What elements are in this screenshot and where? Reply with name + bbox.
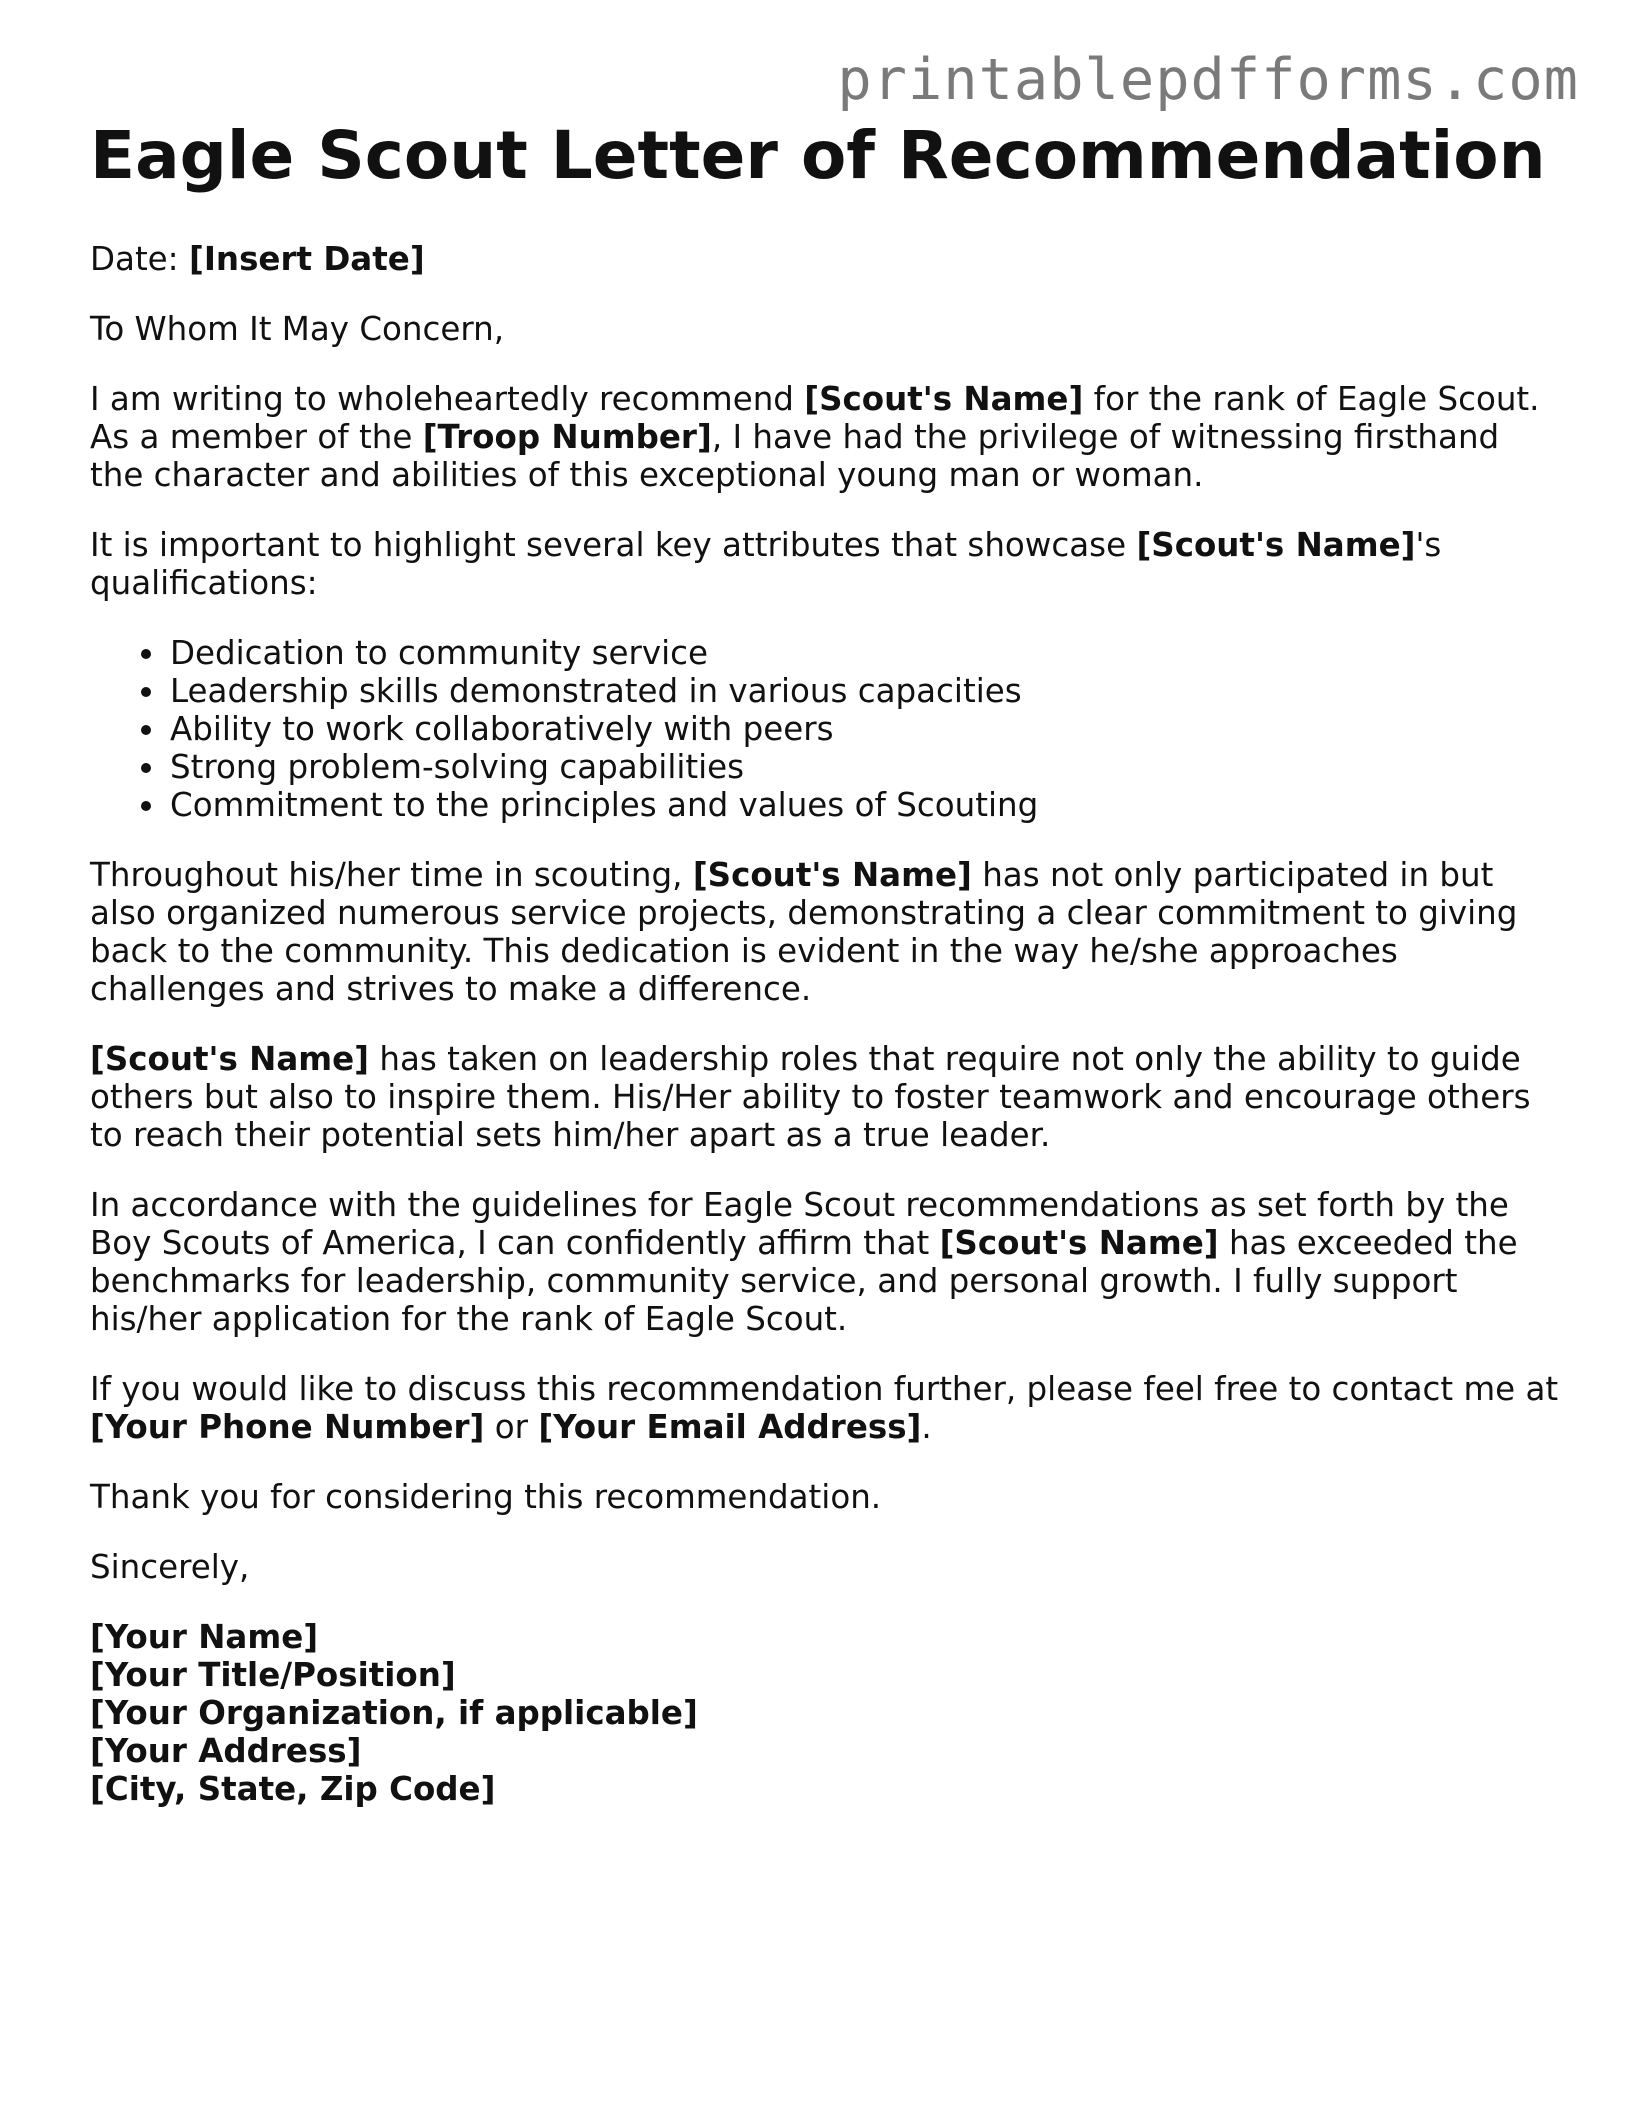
phone-placeholder: [Your Phone Number] bbox=[90, 1408, 485, 1446]
salutation: To Whom It May Concern, bbox=[90, 310, 505, 348]
affirmation-paragraph: In accordance with the guidelines for Eagle Scout recommendations as set forth by the Boy Scouts of America, I can confidently affirm that [Scout's Name] has exceeded the benchmarks for leadership, community service, and personal growth. I fully support his/her application for the rank of Eagle Scout. bbox=[90, 1186, 1518, 1338]
page-title: Eagle Scout Letter of Recommendation bbox=[90, 117, 1546, 194]
date-line bbox=[90, 240, 1560, 278]
troop-number-placeholder: [Troop Number] bbox=[422, 418, 712, 456]
scout-name-placeholder: [Scout's Name] bbox=[1136, 526, 1416, 564]
signature-organization: [Your Organization, if applicable] bbox=[90, 1694, 698, 1732]
signature-city-state-zip: [City, State, Zip Code] bbox=[90, 1770, 496, 1808]
contact-paragraph: If you would like to discuss this recommendation further, please feel free to contact me at [Your Phone Number] or [Your Email Address]. bbox=[90, 1370, 1559, 1446]
list-item: • Leadership skills demonstrated in various capacities bbox=[168, 672, 1560, 710]
scout-name-placeholder: [Scout's Name] bbox=[692, 856, 972, 894]
date-label: Date: bbox=[90, 240, 179, 278]
list-item: • Commitment to the principles and values of Scouting bbox=[168, 786, 1560, 824]
service-paragraph: Throughout his/her time in scouting, [Scout's Name] has not only participated in but also organized numerous service projects, demonstrating a clear commitment to giving back to the community. This dedication is evident in the way he/she approaches challenges and strives to make a difference. bbox=[90, 856, 1518, 1008]
scout-name-placeholder: [Scout's Name] bbox=[90, 1040, 370, 1078]
scout-name-placeholder: [Scout's Name] bbox=[939, 1224, 1219, 1262]
letter bbox=[90, 118, 1560, 1808]
closing-line: Sincerely, bbox=[90, 1548, 250, 1586]
intro-paragraph: I am writing to wholeheartedly recommend [Scout's Name] for the rank of Eagle Scout. As a member of the [Troop Number], I have had the privilege of witnessing firsthand the character and abilities of this exceptional young man or woman. bbox=[90, 380, 1540, 494]
attributes-intro-paragraph: It is important to highlight several key attributes that showcase [Scout's Name]'s qualifications: bbox=[90, 526, 1442, 602]
scout-name-placeholder: [Scout's Name] bbox=[804, 380, 1084, 418]
list-item: • Dedication to community service bbox=[168, 634, 1560, 672]
email-placeholder: [Your Email Address] bbox=[538, 1408, 922, 1446]
signature-address: [Your Address] bbox=[90, 1732, 362, 1770]
list-item: • Strong problem-solving capabilities bbox=[168, 748, 1560, 786]
signature-name: [Your Name] bbox=[90, 1618, 319, 1656]
attributes-list bbox=[90, 634, 1560, 824]
signature-title: [Your Title/Position] bbox=[90, 1656, 456, 1694]
signature-block bbox=[90, 1618, 1560, 1808]
watermark: printablepdfforms.com bbox=[837, 47, 1579, 113]
thanks-line: Thank you for considering this recommendation. bbox=[90, 1478, 882, 1516]
list-item: • Ability to work collaboratively with peers bbox=[168, 710, 1560, 748]
date-value: [Insert Date] bbox=[188, 240, 425, 278]
leadership-paragraph: [Scout's Name] has taken on leadership roles that require not only the ability to guide others but also to inspire them. His/Her ability to foster teamwork and encourage others to reach their potential sets him/her apart as a true leader. bbox=[90, 1040, 1531, 1154]
